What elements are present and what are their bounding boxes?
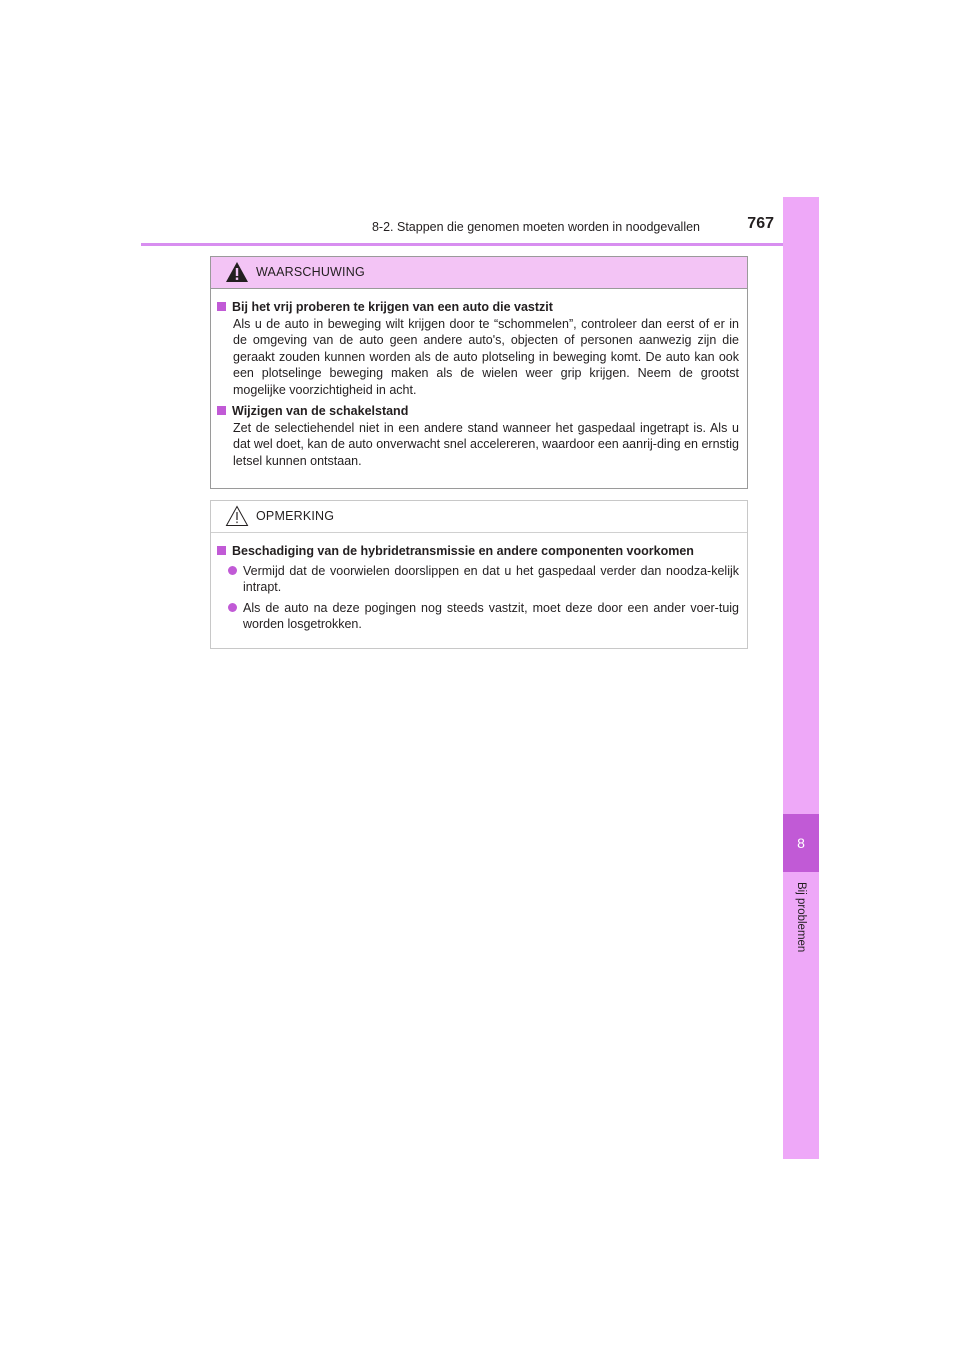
warning-section-text: Als u de auto in beweging wilt krijgen door te “schommelen”, controleer dan eerst of er in de omgeving van de auto geen andere auto's, objecten of personen aanwezig zijn die geraakt zouden kunnen worden als de auto plotseling in beweging komt. De auto kan ook een plotselinge beweging maken als de wielen weer grip krijgen. Neem de grootst mogelijke voorzichtigheid in acht. bbox=[233, 316, 739, 397]
chapter-number: 8 bbox=[783, 814, 819, 872]
list-item-text: Als de auto na deze pogingen nog steeds vastzit, moet deze door een ander voer-tuig worden losgetrokken. bbox=[243, 600, 739, 631]
page-number: 767 bbox=[747, 215, 774, 232]
chapter-label-text: Bij problemen bbox=[795, 882, 807, 953]
warning-triangle-icon bbox=[225, 261, 249, 283]
circle-bullet-icon bbox=[228, 603, 237, 612]
square-bullet-icon bbox=[217, 302, 226, 311]
warning-section-title bbox=[217, 299, 739, 316]
warning-section-title bbox=[217, 403, 739, 420]
caution-outline-triangle-icon bbox=[225, 505, 249, 527]
warning-section bbox=[217, 299, 739, 398]
warning-section bbox=[217, 403, 739, 469]
circle-bullet-icon bbox=[228, 566, 237, 575]
section-title: 8-2. Stappen die genomen moeten worden in noodgevallen bbox=[371, 220, 700, 234]
notice-box bbox=[210, 500, 748, 649]
notice-header bbox=[211, 501, 747, 533]
chapter-label bbox=[783, 882, 819, 972]
warning-section-title-text: Bij het vrij proberen te krijgen van een auto die vastzit bbox=[232, 300, 553, 314]
warning-label: WAARSCHUWING bbox=[256, 265, 365, 279]
list-item bbox=[228, 600, 739, 633]
list-item-text: Vermijd dat de voorwielen doorslippen en dat u het gaspedaal verder dan noodza-kelijk intrapt. bbox=[243, 563, 739, 594]
square-bullet-icon bbox=[217, 546, 226, 555]
warning-section-title-text: Wijzigen van de schakelstand bbox=[232, 404, 409, 418]
list-item bbox=[228, 563, 739, 596]
notice-section-title-text: Beschadiging van de hybridetransmissie en andere componenten voorkomen bbox=[232, 544, 694, 558]
square-bullet-icon bbox=[217, 406, 226, 415]
notice-label: OPMERKING bbox=[256, 509, 335, 523]
chapter-side-tab bbox=[783, 197, 819, 1159]
header-rule bbox=[141, 243, 819, 246]
warning-header bbox=[211, 257, 747, 289]
warning-section-text: Zet de selectiehendel niet in een andere stand wanneer het gaspedaal ingetrapt is. Als u dat wel doet, kan de auto onverwacht snel accelereren, waardoor een aanrij-ding en ernstig letsel kunnen ontstaan. bbox=[233, 420, 739, 468]
notice-body bbox=[211, 533, 747, 633]
warning-box bbox=[210, 256, 748, 489]
warning-body bbox=[211, 289, 747, 469]
notice-section-title bbox=[217, 543, 739, 560]
